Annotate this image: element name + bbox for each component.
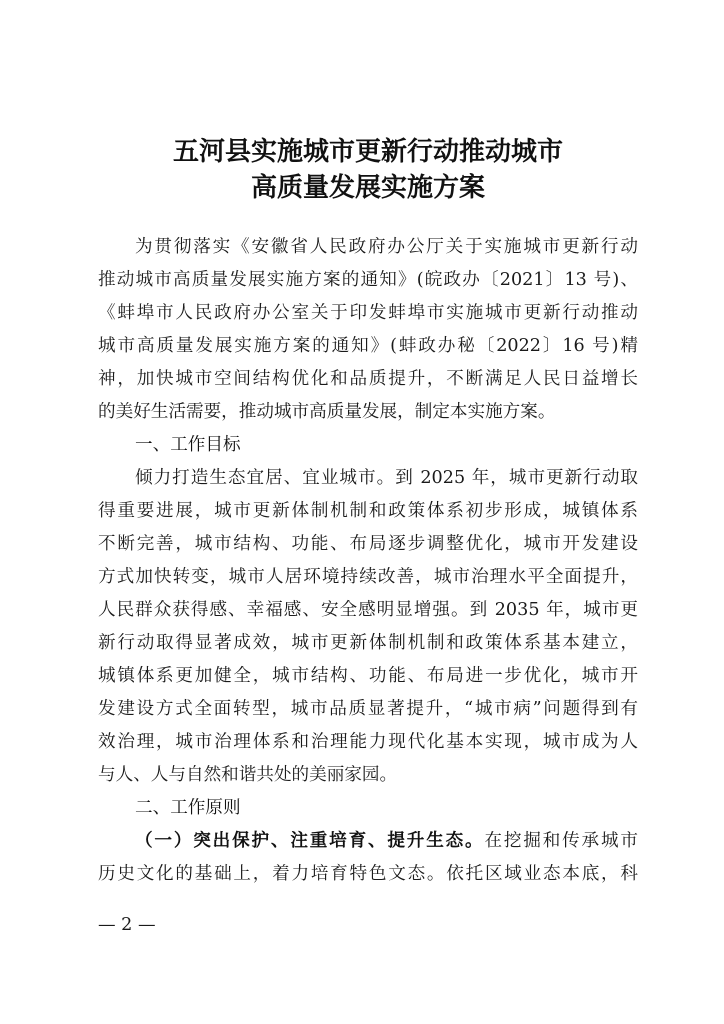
page-number: — 2 — xyxy=(98,915,156,935)
intro-line-4: 城市高质量发展实施方案的通知》(蚌政办秘〔2022〕16 号)精 xyxy=(98,336,638,356)
section-heading-goals: 一、工作目标 xyxy=(135,435,241,455)
principle-1-text-start: 在挖掘和传承城市 xyxy=(484,831,638,851)
intro-line-2: 推动城市高质量发展实施方案的通知》(皖政办〔2021〕13 号)、 xyxy=(98,270,638,290)
goals-line-4: 方式加快转变，城市人居环境持续改善，城市治理水平全面提升， xyxy=(98,567,638,587)
goals-line-1: 倾力打造生态宜居、宜业城市。到 2025 年，城市更新行动取 xyxy=(135,468,638,488)
goals-line-9: 效治理，城市治理体系和治理能力现代化基本实现，城市成为人 xyxy=(98,732,638,752)
document-title-line-2: 高质量发展实施方案 xyxy=(250,173,485,203)
document-title-line-1: 五河县实施城市更新行动推动城市 xyxy=(172,137,563,167)
principles-line-2: 历史文化的基础上，着力培育特色文态。依托区域业态本底，科 xyxy=(98,864,638,884)
intro-line-6: 的美好生活需要，推动城市高质量发展，制定本实施方案。 xyxy=(98,402,556,422)
section-heading-principles: 二、工作原则 xyxy=(135,798,241,818)
goals-line-2: 得重要进展，城市更新体制机制和政策体系初步形成，城镇体系 xyxy=(98,501,638,521)
goals-line-8: 发建设方式全面转型，城市品质显著提升，“城市病”问题得到有 xyxy=(98,699,638,719)
principles-line-1 xyxy=(135,828,638,854)
principle-1-heading: （一）突出保护、注重培育、提升生态。 xyxy=(135,831,485,851)
goals-line-7: 城镇体系更加健全，城市结构、功能、布局进一步优化，城市开 xyxy=(98,666,638,686)
intro-line-3: 《蚌埠市人民政府办公室关于印发蚌埠市实施城市更新行动推动 xyxy=(98,303,638,323)
intro-line-5: 神，加快城市空间结构优化和品质提升，不断满足人民日益增长 xyxy=(98,369,638,389)
goals-line-10: 与人、人与自然和谐共处的美丽家园。 xyxy=(98,765,398,785)
goals-line-3: 不断完善，城市结构、功能、布局逐步调整优化，城市开发建设 xyxy=(98,534,638,554)
goals-line-6: 新行动取得显著成效，城市更新体制机制和政策体系基本建立， xyxy=(98,633,638,653)
intro-line-1: 为贯彻落实《安徽省人民政府办公厅关于实施城市更新行动 xyxy=(135,237,638,257)
goals-line-5: 人民群众获得感、幸福感、安全感明显增强。到 2035 年，城市更 xyxy=(98,600,638,620)
